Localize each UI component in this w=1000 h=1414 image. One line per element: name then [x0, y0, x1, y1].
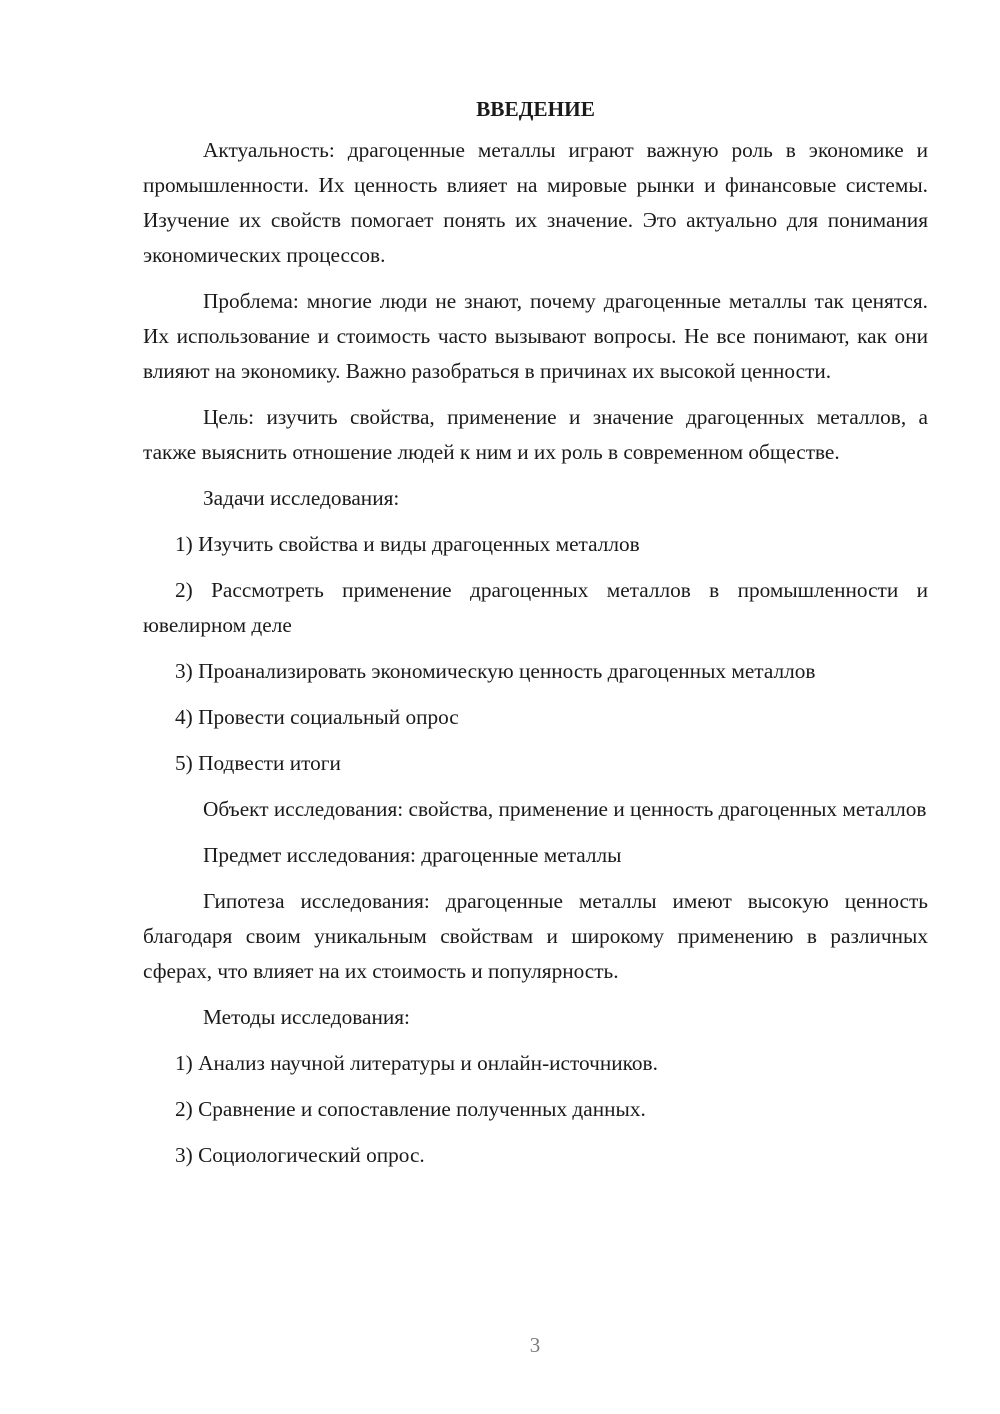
task-item-1: 1) Изучить свойства и виды драгоценных металлов — [175, 532, 640, 556]
task-item-4: 4) Провести социальный опрос — [175, 705, 459, 729]
hypothesis-paragraph: Гипотеза исследования: драгоценные металлы имеют высокую ценность благодаря своим уникальным свойствам и широкому применению в различных сферах, что влияет на их стоимость и популярность. — [143, 889, 928, 983]
subject-paragraph: Предмет исследования: драгоценные металлы — [203, 843, 622, 867]
section-heading: ВВЕДЕНИЕ — [476, 97, 595, 121]
task-item-2: 2) Рассмотреть применение драгоценных металлов в промышленности и ювелирном деле — [143, 578, 928, 637]
task-item-5: 5) Подвести итоги — [175, 751, 341, 775]
method-item-1: 1) Анализ научной литературы и онлайн-источников. — [175, 1051, 658, 1075]
relevance-paragraph: Актуальность: драгоценные металлы играют важную роль в экономике и промышленности. Их ценность влияет на мировые рынки и финансовые системы. Изучение их свойств помогает понять их значение. Это актуально для понимания экономических процессов. — [143, 138, 928, 267]
problem-paragraph: Проблема: многие люди не знают, почему драгоценные металлы так ценятся. Их использование и стоимость часто вызывают вопросы. Не все понимают, как они влияют на экономику. Важно разобраться в причинах их высокой ценности. — [143, 289, 928, 383]
object-paragraph: Объект исследования: свойства, применение и ценность драгоценных металлов — [203, 797, 927, 821]
method-item-2: 2) Сравнение и сопоставление полученных данных. — [175, 1097, 646, 1121]
tasks-title: Задачи исследования: — [203, 486, 400, 510]
methods-title: Методы исследования: — [203, 1005, 410, 1029]
goal-paragraph: Цель: изучить свойства, применение и значение драгоценных металлов, а также выяснить отношение людей к ним и их роль в современном обществе. — [143, 405, 928, 464]
method-item-3: 3) Социологический опрос. — [175, 1143, 425, 1167]
task-item-3: 3) Проанализировать экономическую ценность драгоценных металлов — [175, 659, 816, 683]
page-number: 3 — [529, 1333, 541, 1357]
document-page — [143, 92, 928, 1173]
